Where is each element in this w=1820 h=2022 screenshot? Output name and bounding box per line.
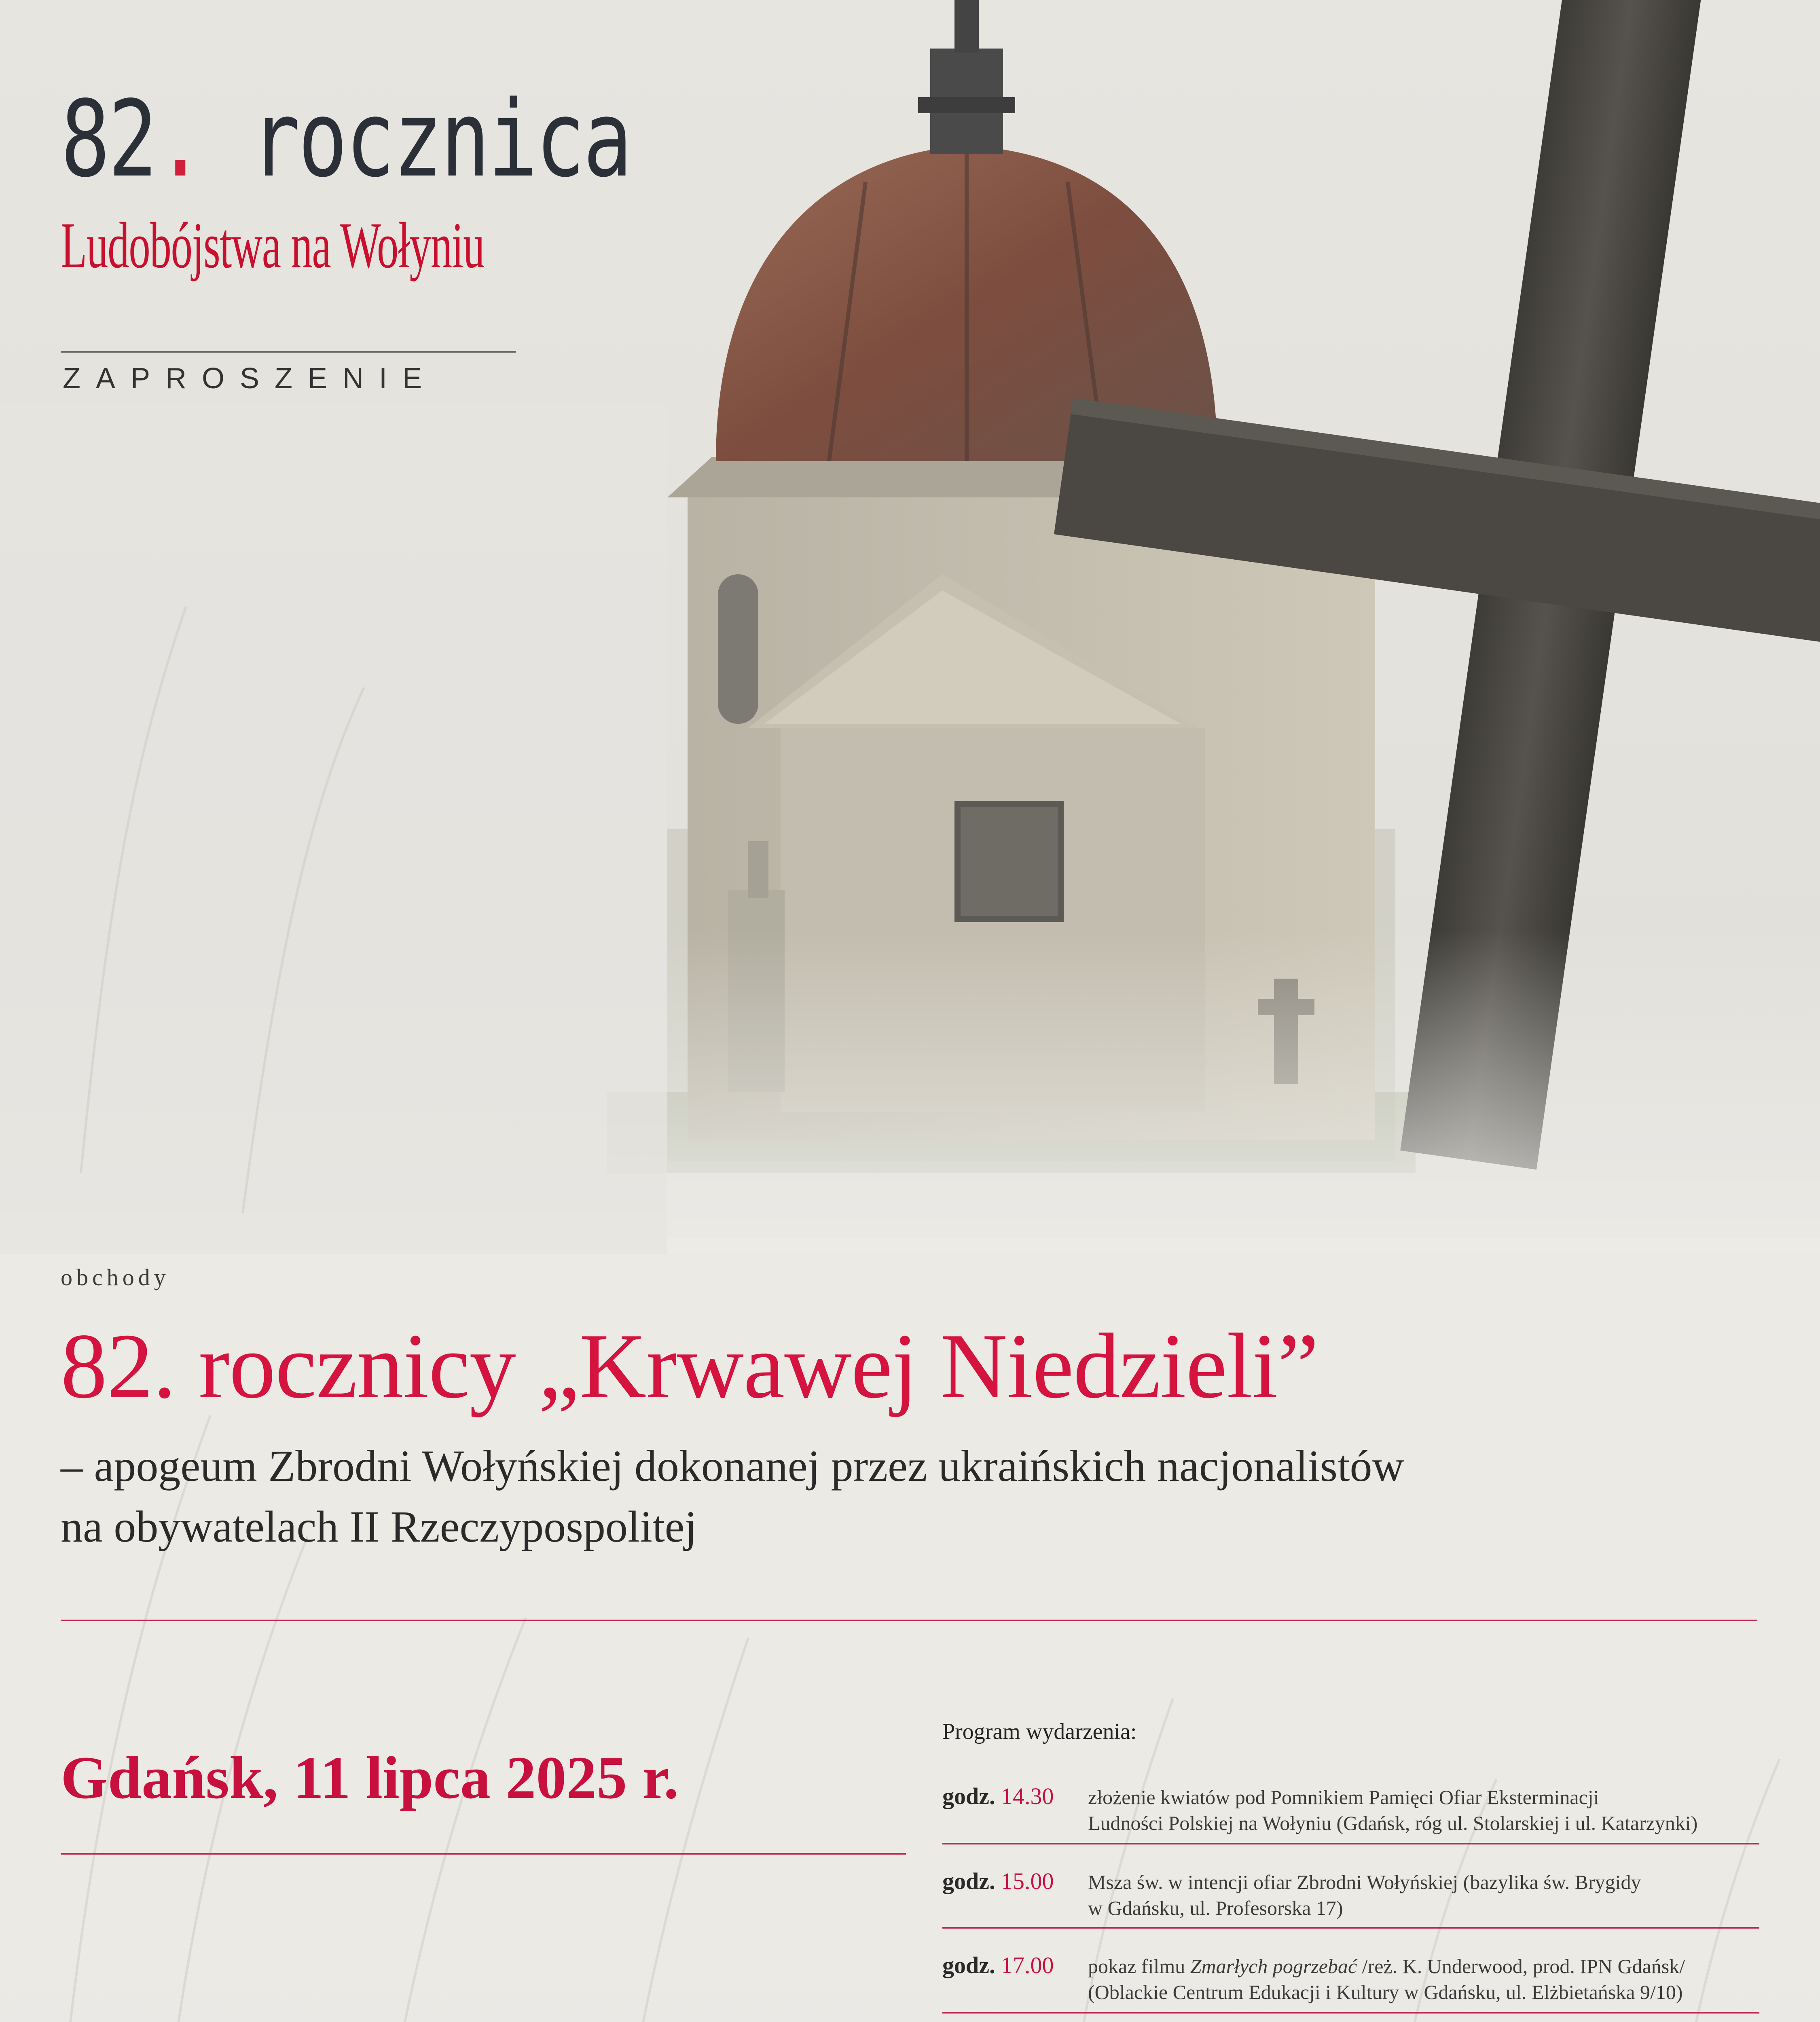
description-line: złożenie kwiatów pod Pomnikiem Pamięci Ofiar Eksterminacji <box>1088 1786 1599 1808</box>
description-line: w Gdańsku, ul. Profesorska 17) <box>1088 1897 1343 1919</box>
anniversary-number: 82 <box>61 78 156 201</box>
time-prefix: godz. <box>942 1952 995 1978</box>
anniversary-word: rocznica <box>250 78 631 201</box>
description-text: pokaz filmu <box>1088 1955 1190 1978</box>
description-line: Msza św. w intencji ofiar Zbrodni Wołyńskiej (bazylika św. Brygidy <box>1088 1871 1641 1893</box>
program-divider <box>942 1927 1759 1929</box>
event-date: Gdańsk, 11 lipca 2025 r. <box>61 1744 679 1811</box>
time-value: 17.00 <box>1001 1952 1054 1978</box>
program-time <box>942 1783 1054 1810</box>
header-divider <box>61 351 516 353</box>
anniversary-dot: . <box>155 78 203 201</box>
program-time <box>942 1952 1054 1979</box>
subtitle-line-2: na obywatelach II Rzeczypospolitej <box>61 1502 697 1551</box>
anniversary-subtitle: Ludobójstwa na Wołyniu <box>61 209 485 282</box>
time-prefix: godz. <box>942 1783 995 1809</box>
headline-subtitle <box>61 1436 1759 1557</box>
invitation-label: ZAPROSZENIE <box>63 362 438 395</box>
kicker-text: obchody <box>61 1264 170 1290</box>
description-line: Ludności Polskiej na Wołyniu (Gdańsk, róg ul. Stolarskiej i ul. Katarzynki) <box>1088 1812 1698 1834</box>
program-description <box>1088 1784 1767 1836</box>
program-description <box>1088 1869 1767 1921</box>
time-prefix: godz. <box>942 1868 995 1894</box>
program-divider <box>942 2012 1759 2014</box>
description-text: /reż. K. Underwood, prod. IPN Gdańsk/ <box>1357 1955 1685 1978</box>
description-line: (Oblackie Centrum Edukacji i Kultury w Gdańsku, ul. Elżbietańska 9/10) <box>1088 1981 1683 2003</box>
subtitle-line-1: – apogeum Zbrodni Wołyńskiej dokonanej przez ukraińskich nacjonalistów <box>61 1441 1404 1491</box>
headline-divider <box>61 1620 1757 1621</box>
film-title: Zmarłych pogrzebać <box>1190 1955 1357 1978</box>
header-logo <box>61 78 631 283</box>
time-value: 14.30 <box>1001 1783 1054 1809</box>
date-divider <box>61 1853 906 1855</box>
program-divider <box>942 1843 1759 1844</box>
program-description <box>1088 1953 1767 2005</box>
description-line <box>1088 1953 1767 1979</box>
headline: 82. rocznicy „Krwawej Niedzieli” <box>61 1314 1318 1417</box>
time-value: 15.00 <box>1001 1868 1054 1894</box>
program-time <box>942 1868 1054 1895</box>
anniversary-title <box>61 78 631 201</box>
program-title: Program wydarzenia: <box>942 1719 1137 1744</box>
